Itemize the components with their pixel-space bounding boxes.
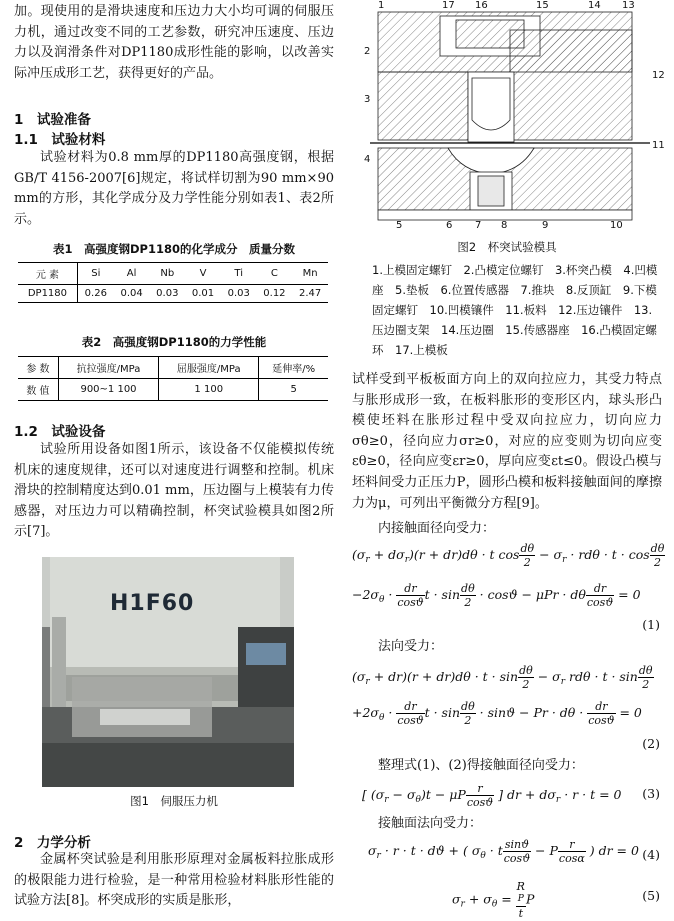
- section-1-2-heading: 1.2 试验设备: [14, 424, 106, 440]
- press-model-label: H1F60: [110, 591, 195, 616]
- section-1-1-paragraph: 试验材料为0.8 mm厚的DP1180高强度钢，根据GB/T 4156-2007[6]规定，将试样切割为90 mm×90 mm的方形，其化学成分及力学性能分别如表1、表2所示。: [14, 150, 334, 227]
- die-part-number: 10: [610, 220, 623, 231]
- table1-cell: 0.03: [149, 285, 185, 303]
- die-body: [370, 12, 650, 220]
- section-1-heading: 1 试验准备: [14, 112, 91, 128]
- equation-1-line-1: $(\sigma_r + d\sigma_r)(r + dr)d\theta \cdot t$ cos $\frac{d\theta}{2}$ − $\sigma_r \cdot rd\theta \cdot t \cdot \cos$ $\frac{d\theta}{2}$: [352, 542, 665, 569]
- die-part-number: 3: [364, 94, 371, 105]
- die-part-number: 7: [475, 220, 482, 231]
- table2-header: 抗拉强度/MPa: [58, 357, 158, 379]
- table1-title: 表1 高强度钢DP1180的化学成分 质量分数: [53, 242, 295, 256]
- die-part-number: 6: [446, 220, 453, 231]
- table2-header: 屈服强度/MPa: [159, 357, 259, 379]
- label-normal-force: 法向受力：: [378, 639, 444, 654]
- section-1-2-paragraph: 试验所用设备如图1所示，该设备不仅能模拟传统机床的速度规律，还可以对速度进行调整和控制。机床滑块的控制精度达到0.01 mm，压边圈与上模装有力传感器，对压边力可以精确控制，杯突试验模具如图2所示[7]。: [14, 442, 334, 540]
- section-2-heading: 2 力学分析: [14, 835, 91, 851]
- table1-cell: 0.04: [114, 285, 150, 303]
- figure1-caption: 图1 伺服压力机: [130, 794, 218, 808]
- section-1-1-heading: 1.1 试验材料: [14, 132, 106, 148]
- table1-header: Si: [77, 263, 113, 285]
- table1-header: Al: [114, 263, 150, 285]
- table2-header: 参 数: [18, 357, 58, 379]
- die-part-number: 16: [475, 0, 488, 11]
- table1-cell: DP1180: [18, 285, 77, 303]
- equation-number-1: (1): [642, 617, 660, 632]
- equation-number-4: (4): [642, 847, 660, 862]
- equation-number-2: (2): [642, 736, 660, 751]
- die-part-number: 8: [501, 220, 508, 231]
- right-paragraph-1: 试样受到平板板面方向上的双向拉应力，其受力特点与胀形成形一致，在板料胀形的变形区内，球头形凸模使坯料在胀形过程中受双向拉应力，切向应力σθ≥0，径向应力σr≥0，对应的应变则为切向应变εθ≥0，径向应变εr≥0，厚向应变εt≤0。假设凸模与坯料间受力正压力P，圆形凸模和板料接触面间的摩擦力为μ，可列出平衡微分方程[9]。: [352, 372, 662, 511]
- die-part-number: 15: [536, 0, 549, 11]
- die-part-number: 11: [652, 140, 665, 151]
- equation-2-line-1: $(\sigma_r + dr)(r + dr)d\theta \cdot t \cdot \sin$ $\frac{d\theta}{2}$ − $\sigma_r$ rdθ · t · sin $\frac{d\theta}{2}$: [352, 664, 653, 691]
- table1-cell: 2.47: [292, 285, 328, 303]
- equation-1-line-2: $-2\sigma_\theta$ · $\frac{dr}{\cos ϑ}$ t · sin $\frac{d\theta}{2}$ · cosϑ − μPr · dθ $\frac{dr}{\cos ϑ}$ = 0: [352, 582, 641, 609]
- table1-cell: 0.26: [77, 285, 113, 303]
- equation-4: $\sigma_r \cdot r \cdot t \cdot dϑ$ + ( $\sigma_\theta \cdot t$ $\frac{\sin ϑ}{\cos ϑ}$ − P $\frac{r}{\cos\alpha}$ ) dr = 0: [368, 838, 639, 865]
- table1: [18, 262, 328, 303]
- section-2-paragraph: 金属杯突试验是利用胀形原理对金属板料拉胀成形的极限能力进行检验，是一种常用检验材料胀形性能的试验方法[8]。杯突成形的实质是胀形，: [14, 852, 334, 909]
- label-inner-contact: 内接触面径向受力：: [378, 521, 496, 536]
- equation-number-3: (3): [642, 786, 660, 801]
- equation-5: $\sigma_r + \sigma_\theta$ = R P t P: [452, 880, 535, 920]
- table1-header: C: [257, 263, 293, 285]
- equation-2-line-2: $+2\sigma_\theta$ · $\frac{dr}{\cos ϑ}$ t · sin $\frac{d\theta}{2}$ · sinϑ − Pr · dθ · $\frac{dr}{\cos ϑ}$ = 0: [352, 700, 642, 727]
- die-part-number: 14: [588, 0, 601, 11]
- figure2-caption: 图2 杯突试验模具: [457, 240, 557, 254]
- intro-paragraph: 加。现使用的是滑块速度和压边力大小均可调的伺服压力机，通过改变不同的工艺参数，研究冲压速度、压边力以及润滑条件对DP1180成形性能的影响，以改善实际冲压成形工艺，获得更好的产品。: [14, 4, 334, 81]
- figure2-legend: 1.上模固定螺钉 2.凸模定位螺钉 3.杯突凸模 4.凹模座 5.垫板 6.位置传感器 7.推块 8.反顶缸 9.下模固定螺钉 10.凹模镶件 11.板料 12.压边镶件 13.压边圈支架 14.压边圈 15.传感器座 16.凸模固定螺环 17.上模板: [372, 263, 658, 357]
- die-part-number: 2: [364, 46, 371, 57]
- die-part-number: 12: [652, 70, 665, 81]
- servo-press-photo: [42, 557, 294, 787]
- table2-cell: 1 100: [159, 379, 259, 401]
- die-part-number: 9: [542, 220, 549, 231]
- table1-header: Ti: [221, 263, 257, 285]
- die-part-number: 13: [622, 0, 635, 11]
- table1-header: Nb: [149, 263, 185, 285]
- label-contact-normal: 接触面法向受力：: [378, 816, 483, 831]
- equation-3: [ $(\sigma_r - \sigma_\theta)t - \mu P$ $\frac{r}{\cos ϑ}$ ] dr + $d\sigma_r \cdot r \cdot t = 0$: [362, 782, 622, 809]
- die-part-number: 4: [364, 154, 371, 165]
- die-part-number: 5: [396, 220, 403, 231]
- die-part-number: 17: [442, 0, 455, 11]
- table1-cell: 0.01: [185, 285, 221, 303]
- table1-cell: 0.03: [221, 285, 257, 303]
- cupping-die-drawing: [360, 0, 665, 232]
- table2-cell: 900~1 100: [58, 379, 158, 401]
- table1-header: 元 素: [18, 263, 77, 285]
- table1-cell: 0.12: [257, 285, 293, 303]
- equation-number-5: (5): [642, 888, 660, 903]
- label-arrange: 整理式(1)、(2)得接触面径向受力：: [378, 758, 584, 773]
- table1-header: Mn: [292, 263, 328, 285]
- table2-cell: 5: [259, 379, 328, 401]
- table2-header: 延伸率/%: [259, 357, 328, 379]
- table2: [18, 356, 328, 401]
- table2-cell: 数 值: [18, 379, 58, 401]
- table2-title: 表2 高强度钢DP1180的力学性能: [81, 335, 267, 349]
- die-part-number: 1: [378, 0, 385, 11]
- table1-header: V: [185, 263, 221, 285]
